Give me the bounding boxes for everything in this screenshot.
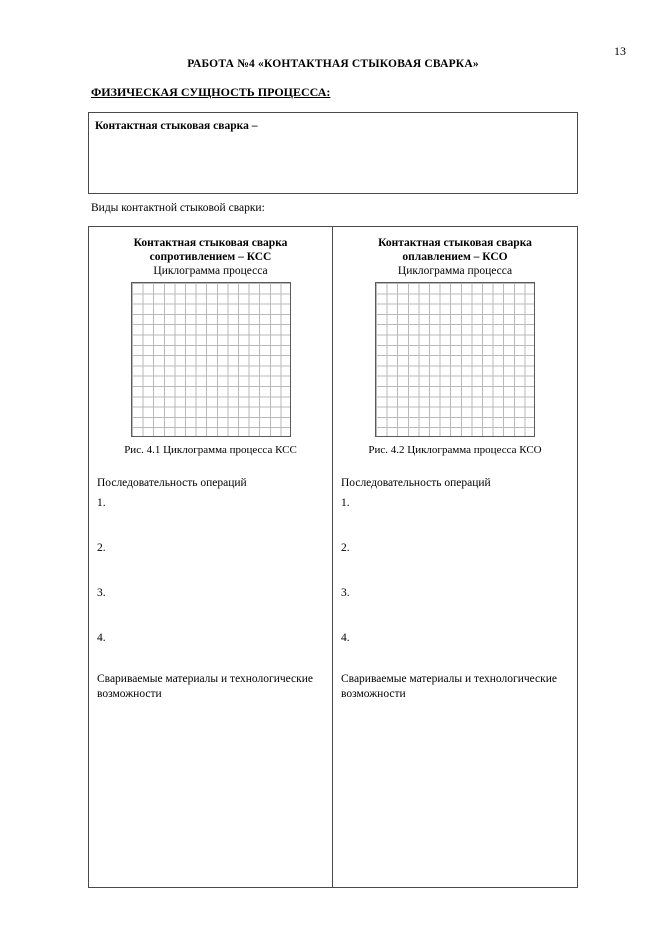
column-heading-kso-line1: Контактная стыковая сварка (378, 237, 532, 249)
step-item[interactable]: 2. (341, 542, 350, 555)
page-title: РАБОТА №4 «КОНТАКТНАЯ СТЫКОВАЯ СВАРКА» (187, 58, 479, 70)
column-subheading-kso: Циклограмма процесса (397, 265, 513, 278)
table-column-kss (89, 227, 333, 887)
figure-caption-kso: Рис. 4.2 Циклограмма процесса КСО (368, 444, 542, 457)
column-heading-kss-line2: сопротивлением – КСС (149, 251, 272, 264)
materials-text-kso: Свариваемые материалы и технологические возможности (341, 673, 558, 700)
sequence-label-kss: Последовательность операций (97, 477, 247, 490)
essence-label: Контактная стыковая сварка – (95, 120, 258, 132)
comparison-table (88, 226, 578, 888)
step-item[interactable]: 2. (97, 542, 106, 555)
table-column-kso (333, 227, 577, 887)
chart-area-kso (333, 282, 577, 437)
step-item[interactable]: 4. (341, 632, 350, 645)
chart-area-kss (89, 282, 332, 437)
section-heading: ФИЗИЧЕСКАЯ СУЩНОСТЬ ПРОЦЕССА: (91, 85, 331, 99)
types-intro-text: Виды контактной стыковой сварки: (91, 202, 265, 214)
step-item[interactable]: 1. (97, 497, 106, 510)
step-item[interactable]: 3. (97, 587, 106, 600)
materials-text-kss: Свариваемые материалы и технологические возможности (97, 673, 314, 700)
column-heading-kss (89, 236, 332, 264)
column-subheading-kss: Циклограмма процесса (153, 265, 268, 278)
step-item[interactable]: 4. (97, 632, 106, 645)
step-item[interactable]: 1. (341, 497, 350, 510)
page-number: 13 (614, 44, 626, 58)
essence-answer-box[interactable] (88, 112, 578, 194)
figure-caption-kss: Рис. 4.1 Циклограмма процесса КСС (124, 444, 297, 457)
graph-paper-grid-kss[interactable] (131, 282, 291, 437)
step-item[interactable]: 3. (341, 587, 350, 600)
column-heading-kss-line1: Контактная стыковая сварка (133, 237, 288, 249)
column-heading-kso (333, 236, 577, 264)
graph-paper-grid-kso[interactable] (375, 282, 535, 437)
sequence-label-kso: Последовательность операций (341, 477, 491, 490)
column-heading-kso-line2: оплавлением – КСО (402, 251, 508, 264)
